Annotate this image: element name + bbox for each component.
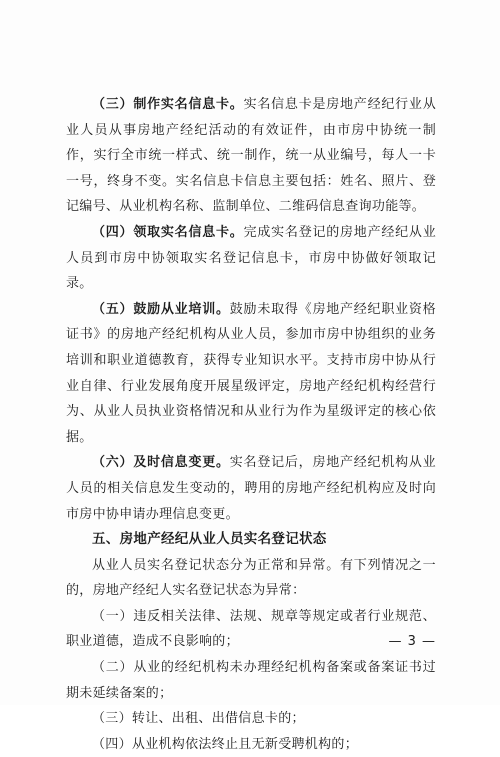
- paragraph-lead: （五）鼓励从业培训。: [92, 301, 230, 317]
- list-item: （二）从业的经纪机构未办理经纪机构备案或备案证书过期未延续备案的；: [66, 660, 436, 701]
- document-body: [66, 92, 436, 757]
- paragraph-info-change: [66, 450, 436, 527]
- list-item: （三）转让、出租、出借信息卡的；: [92, 711, 305, 727]
- section-heading: 五、房地产经纪从业人员实名登记状态: [92, 531, 327, 548]
- list-item: （一）违反相关法律、法规、规章等规定或者行业规范、职业道德，造成不良影响的；: [66, 608, 436, 650]
- paragraph-text: 完成实名登记的房地产经纪从业人员到市房中协领取实名登记信息卡，市房中协做好领取记录。: [66, 224, 436, 292]
- paragraph-text: 鼓励未取得《房地产经纪职业资格证书》的房地产经纪机构从业人员，参加市房中协组织的业务培训和职业道德教育，获得专业知识水平。支持市房中协从行业自律、行业发展角度开展星级评定，房地产经纪机构经营行为、从业人员执业资格情况和从业行为作为星级评定的核心依据。: [66, 301, 436, 445]
- paragraph-text: 实名信息卡是房地产经纪行业从业人员从事房地产经纪活动的有效证件，由市房中协统一制作，实行全市统一样式、统一制作，统一从业编号，每人一卡一号，终身不变。实名信息卡信息主要包括：姓名、照片、登记编号、从业机构名称、监制单位、二维码信息查询功能等。: [66, 97, 436, 215]
- paragraph-make-card: [66, 92, 436, 220]
- paragraph-training: [66, 297, 436, 451]
- section-intro: 从业人员实名登记状态分为正常和异常。有下列情况之一的，房地产经纪人实名登记状态为异常：: [66, 557, 436, 599]
- paragraph-text: 实名登记后，房地产经纪机构从业人员的相关信息发生变动的，聘用的房地产经纪机构应及时向市房中协申请办理信息变更。: [66, 455, 436, 522]
- paragraph-receive-card: [66, 220, 436, 297]
- paragraph-lead: （三）制作实名信息卡。: [92, 97, 244, 112]
- page-number: — 3 —: [388, 634, 436, 649]
- paragraph-lead: （六）及时信息变更。: [92, 455, 230, 471]
- paragraph-lead: （四）领取实名信息卡。: [92, 224, 244, 240]
- list-item: （四）从业机构依法终止且无新受聘机构的；: [92, 736, 359, 752]
